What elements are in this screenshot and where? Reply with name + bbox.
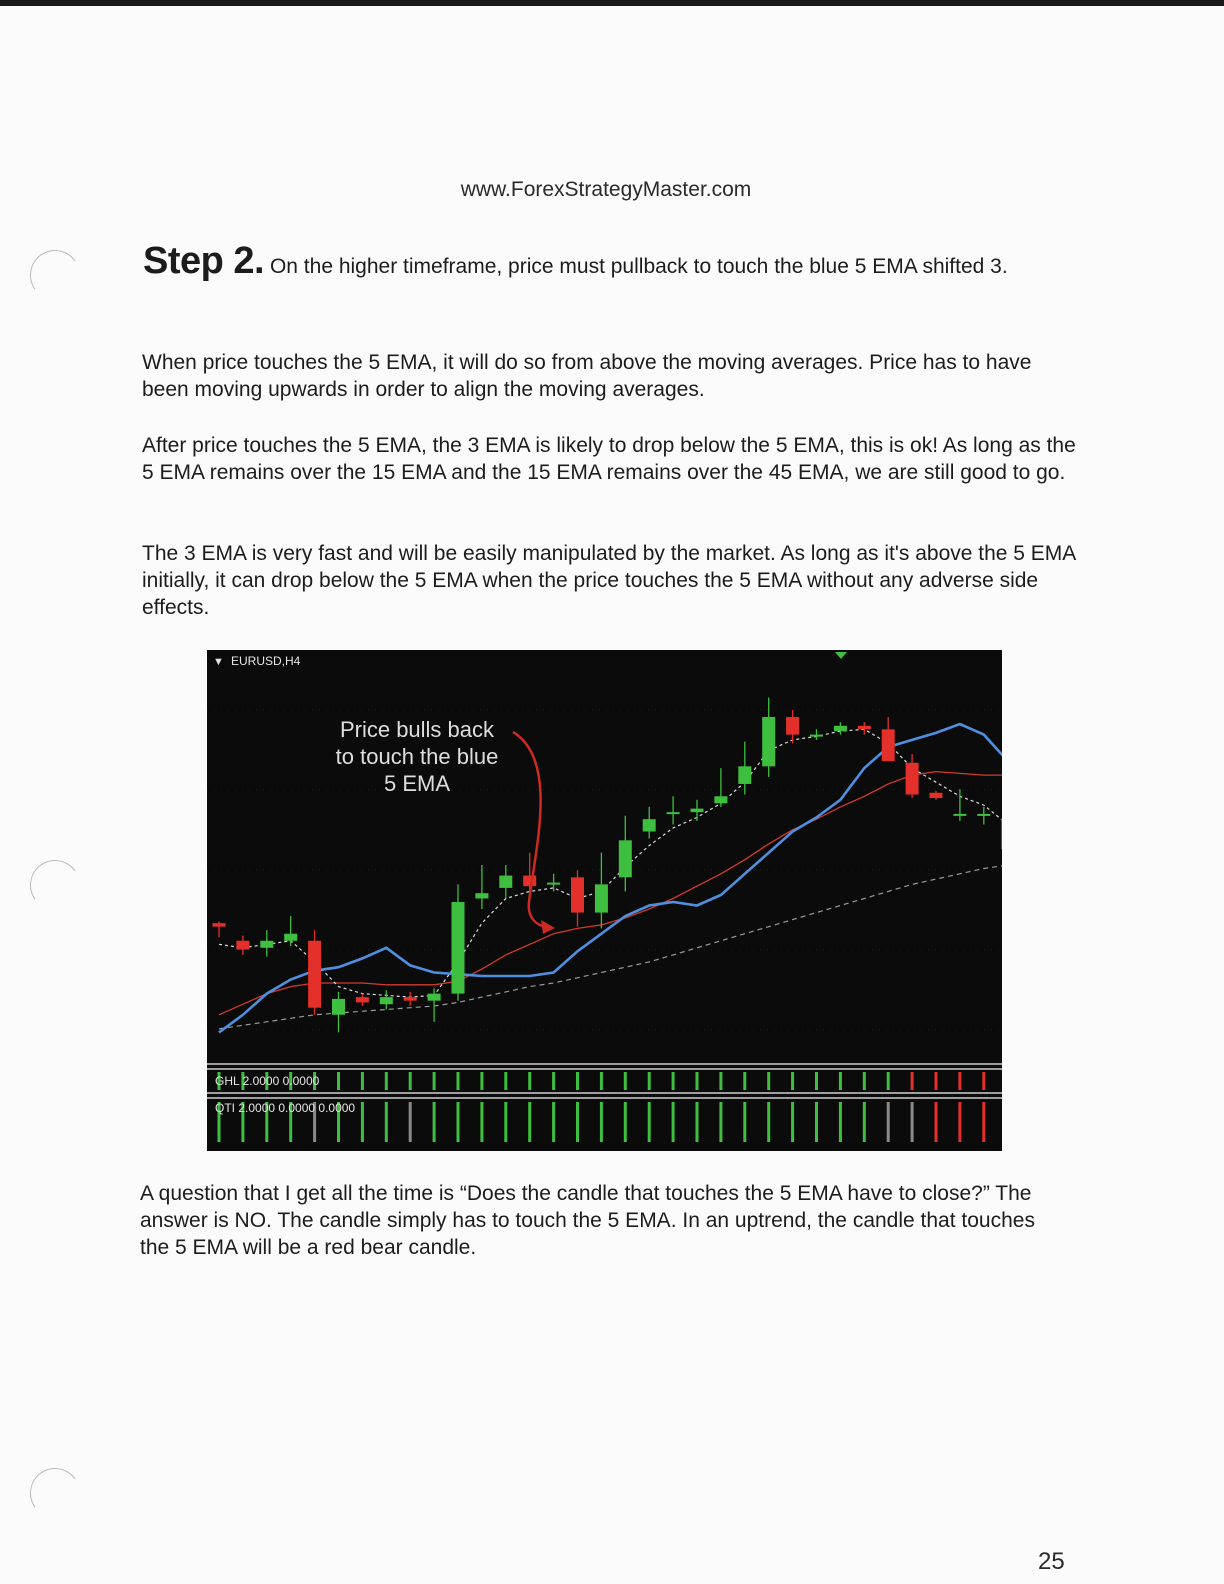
candle-body [977,814,990,816]
ghl-indicator-label: GHL 2.0000 0.0000 [215,1074,320,1088]
ghl-bar [743,1072,746,1090]
candle-body [595,884,608,912]
candle-body [858,726,871,730]
candle-body [547,883,560,885]
step-title: Step 2. [143,240,265,282]
qti-bar [815,1102,818,1142]
annotation-line-3: 5 EMA [383,771,451,796]
qti-bar [624,1102,627,1142]
ghl-bar [791,1072,794,1090]
ghl-bar [935,1072,938,1090]
candle-body [834,726,847,731]
step-heading [143,240,1103,282]
ghl-bar [552,1072,555,1090]
candle-body [475,893,488,898]
annotation-line-1: Price bulls back [339,717,495,742]
candle-body [738,766,751,784]
candle-body [930,793,943,798]
candle-body [571,877,584,912]
qti-bar [767,1102,770,1142]
candle-body [906,763,919,795]
candle-body [523,876,536,887]
paragraph-4: A question that I get all the time is “Does the candle that touches the 5 EMA have to close?” The answer is NO. The candle simply has to touch the 5 EMA. In an uptrend, the candle that touches the 5 EMA will be a red bear candle. [140,1182,1035,1259]
qti-bar [528,1102,531,1142]
site-url: www.ForexStrategyMaster.com [460,178,752,201]
candle-body [953,814,966,816]
candle-body [404,997,417,1001]
ghl-bar [600,1072,603,1090]
candle-body [452,902,465,994]
paragraph-2: After price touches the 5 EMA, the 3 EMA is likely to drop below the 5 EMA, this is ok! As long as the 5 EMA remains over the 15 EMA and the 15 EMA remains over the 45 EMA, we are still good to go. [142,434,1076,484]
candle-body [332,999,345,1015]
ghl-bar [648,1072,651,1090]
ghl-bar [719,1072,722,1090]
candle-body [810,735,823,737]
candle-body [428,994,441,1001]
qti-bar [552,1102,555,1142]
candle-body [786,717,799,735]
qti-bar [409,1102,412,1142]
ghl-bar [887,1072,890,1090]
ghl-bar [504,1072,507,1090]
punch-hole-bottom [26,1464,84,1522]
ghl-bar [433,1072,436,1090]
ghl-bar [815,1072,818,1090]
qti-bar [719,1102,722,1142]
ghl-bar [528,1072,531,1090]
candle-body [882,729,895,761]
page-number: 25 [1038,1548,1065,1575]
candle-body [380,997,393,1004]
candle-body [691,809,704,813]
symbol-label: EURUSD,H4 [231,654,301,668]
page-top-edge [0,0,1224,6]
chart-svg [207,650,1002,1151]
ghl-bar [911,1072,914,1090]
ghl-bar [480,1072,483,1090]
ghl-bar [385,1072,388,1090]
candle-body [1001,819,1002,849]
qti-bar [863,1102,866,1142]
ghl-bar [624,1072,627,1090]
qti-bar [504,1102,507,1142]
price-chart [207,650,1002,1151]
ghl-bar [361,1072,364,1090]
ghl-bar [576,1072,579,1090]
candle-body [213,923,226,927]
qti-bar [480,1102,483,1142]
paragraph-3: The 3 EMA is very fast and will be easily manipulated by the market. As long as it's above the 5 EMA initially, it can drop below the 5 EMA when the price touches the 5 EMA without any adverse side effects. [142,542,1076,619]
qti-bar [600,1102,603,1142]
ghl-bar [863,1072,866,1090]
qti-bar [887,1102,890,1142]
annotation-line-2: to touch the blue [335,744,499,769]
qti-bar [457,1102,460,1142]
qti-bar [839,1102,842,1142]
ghl-bar [958,1072,961,1090]
ghl-bar [672,1072,675,1090]
candle-body [356,997,369,1002]
candle-body [236,941,249,950]
qti-bar [696,1102,699,1142]
ghl-bar [409,1072,412,1090]
paragraph-1: When price touches the 5 EMA, it will do so from above the moving averages. Price has to have been moving upwards in order to align the moving averages. [142,351,1032,401]
ghl-bar [982,1072,985,1090]
candle-body [499,876,512,888]
bear-candle [308,930,321,1015]
candle-body [762,717,775,766]
qti-bar [911,1102,914,1142]
qti-bar [576,1102,579,1142]
qti-bar [958,1102,961,1142]
qti-bar [648,1102,651,1142]
punch-hole-middle [26,856,84,914]
qti-bar [791,1102,794,1142]
ghl-bar [457,1072,460,1090]
qti-bar [433,1102,436,1142]
candle-body [643,819,656,831]
candle-body [308,941,321,1008]
candle-body [284,934,297,941]
qti-indicator-label: QTI 2.0000 0.0000 0.0000 [215,1101,356,1115]
qti-bar [935,1102,938,1142]
step-text: On the higher timeframe, price must pullback to touch the blue 5 EMA shifted 3. [269,255,1008,278]
qti-bar [743,1102,746,1142]
qti-bar [385,1102,388,1142]
ghl-bar [696,1072,699,1090]
candle-body [619,840,632,877]
candle-body [667,812,680,814]
qti-bar [361,1102,364,1142]
ghl-bar [839,1072,842,1090]
punch-hole-top [26,246,84,304]
ghl-bar [767,1072,770,1090]
qti-bar [672,1102,675,1142]
ghl-bar [337,1072,340,1090]
candle-body [714,796,727,803]
symbol-dropdown-icon[interactable]: ▼ [213,656,224,668]
candle-body [260,941,273,948]
qti-bar [982,1102,985,1142]
